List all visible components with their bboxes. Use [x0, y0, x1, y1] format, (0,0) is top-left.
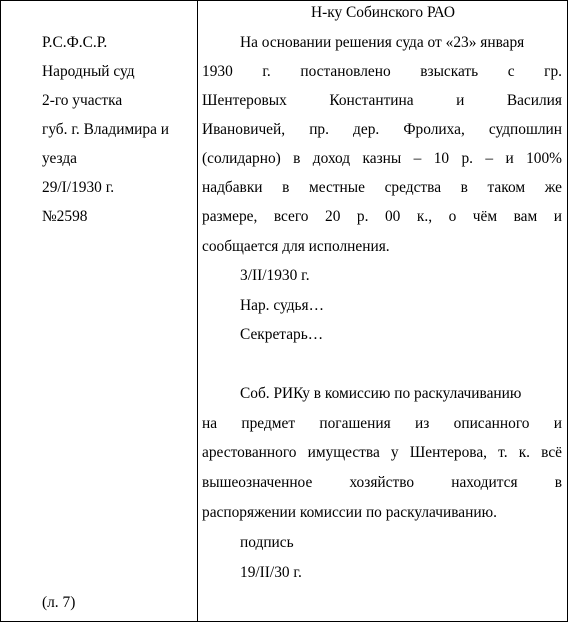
paragraph-1-line: (солидарно) в доход казны – 10 р. – и 100%: [202, 150, 562, 167]
addressee: Н-ку Собинского РАО: [310, 4, 456, 21]
paragraph-2-line: на предмет погашения из описанного и: [202, 415, 562, 432]
paragraph-1-line: 1930 г. постановлено взыскать с гр.: [202, 63, 562, 80]
left-line-number: №2598: [42, 208, 88, 225]
paragraph-1-line: надбавки в местные средства в таком же: [202, 179, 562, 196]
paragraph-1-line: сообщается для исполнения.: [202, 238, 390, 255]
left-line-uezd: уезда: [42, 150, 77, 167]
paragraph-2-line: распоряжении комиссии по раскулачиванию.: [202, 504, 497, 521]
paragraph-2-line: арестованного имущества у Шентерова, т. к. всё: [202, 444, 562, 461]
decision-date: 3/II/1930 г.: [240, 267, 310, 284]
judge-signature: Нар. судья…: [240, 297, 325, 314]
paragraph-2-line: Соб. РИКу в комиссию по раскулачиванию: [240, 385, 522, 402]
resolution-date: 19/II/30 г.: [240, 564, 302, 581]
left-line-country: Р.С.Ф.С.Р.: [42, 34, 108, 51]
paragraph-1-line: Шентеровых Константина и Василия: [202, 92, 562, 109]
signature-note: подпись: [240, 534, 294, 551]
paragraph-2-line: вышеозначенное хозяйство находится в: [202, 474, 562, 491]
paragraph-1-line: Ивановичей, пр. дер. Фролиха, судпошлин: [202, 121, 562, 138]
paragraph-1-line: На основании решения суда от «23» января: [240, 34, 525, 51]
left-line-court: Народный суд: [42, 63, 135, 80]
left-line-date: 29/I/1930 г.: [42, 179, 115, 196]
left-line-province: губ. г. Владимира и: [42, 121, 170, 138]
secretary-signature: Секретарь…: [240, 326, 324, 343]
left-line-district: 2-го участка: [42, 92, 123, 109]
sheet-reference: (л. 7): [42, 594, 76, 611]
paragraph-1-line: размере, всего 20 р. 00 к., о чём вам и: [202, 208, 562, 225]
